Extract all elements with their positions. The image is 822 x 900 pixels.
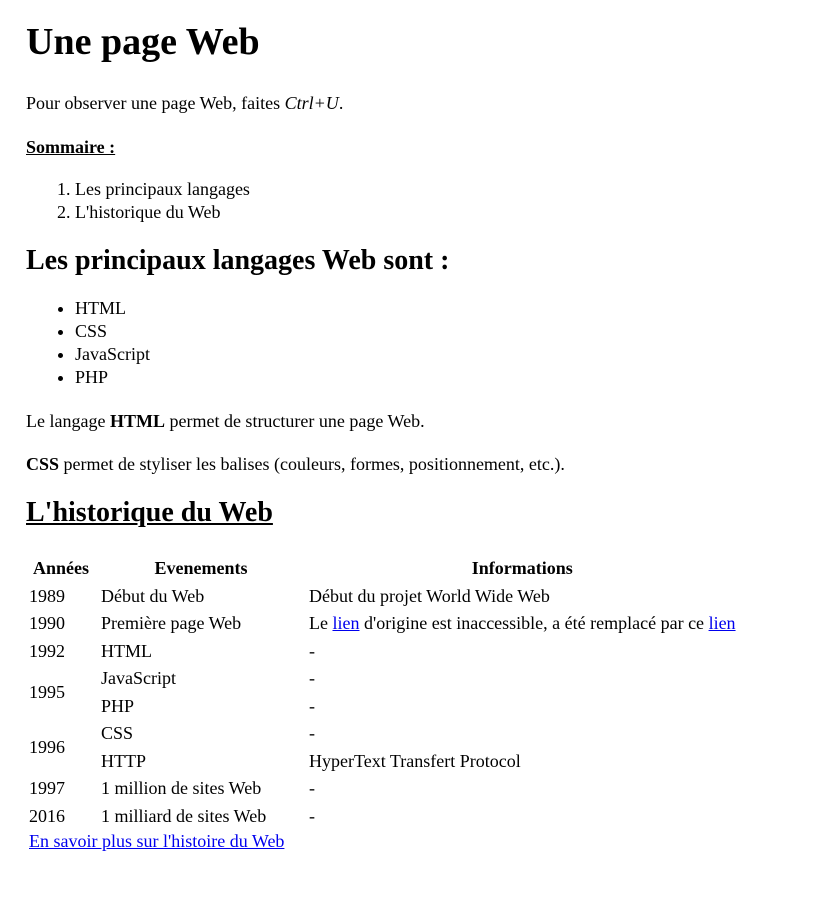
- css-para-strong: CSS: [26, 454, 60, 474]
- info-text-before: Le: [309, 613, 333, 633]
- css-paragraph: [26, 453, 796, 475]
- original-link[interactable]: lien: [332, 613, 360, 633]
- table-row: [26, 694, 739, 720]
- table-row: [26, 721, 739, 747]
- cell-info: Début du projet World Wide Web: [309, 585, 550, 606]
- cell-event: 1 million de sites Web: [101, 778, 262, 798]
- cell-year: 1990: [29, 613, 65, 633]
- cell-event: 1 milliard de sites Web: [101, 805, 267, 826]
- more-history-link[interactable]: En savoir plus sur l'histoire du Web: [29, 831, 285, 851]
- intro-shortcut: Ctrl+U: [284, 93, 339, 113]
- sommaire-label: Sommaire :: [26, 137, 116, 157]
- cell-year: 1992: [29, 640, 65, 661]
- cell-info: HyperText Transfert Protocol: [309, 750, 521, 771]
- cell-info: -: [309, 640, 315, 661]
- cell-year: 1996: [29, 736, 65, 757]
- table-row: [26, 584, 739, 610]
- table-row: [26, 776, 739, 802]
- table-row: [26, 611, 739, 637]
- cell-info: -: [309, 668, 315, 688]
- cell-event: CSS: [101, 723, 134, 743]
- cell-year: 2016: [29, 805, 65, 826]
- header-evenements: Evenements: [154, 558, 248, 578]
- cell-event: PHP: [101, 695, 135, 716]
- cell-info: -: [309, 723, 315, 743]
- cell-event: HTML: [101, 640, 152, 661]
- intro-end: .: [338, 93, 344, 113]
- cell-info: -: [309, 695, 315, 716]
- html-para-after: permet de structurer une page Web.: [164, 411, 425, 431]
- header-informations: Informations: [471, 558, 573, 578]
- cell-event: HTTP: [101, 750, 146, 771]
- table-row: [26, 749, 739, 775]
- html-para-before: Le langage: [26, 411, 110, 431]
- cell-event: Début du Web: [101, 585, 205, 606]
- cell-year: 1989: [29, 585, 65, 606]
- cell-year: 1997: [29, 778, 65, 798]
- header-annees: Années: [32, 558, 89, 578]
- page-title: Une page Web: [26, 21, 260, 63]
- cell-info: [306, 611, 739, 637]
- html-para-strong: HTML: [109, 411, 165, 431]
- historique-table: [24, 554, 741, 831]
- langage-item: • HTML: [75, 297, 796, 320]
- table-row: [26, 804, 739, 830]
- html-paragraph: [26, 410, 796, 432]
- langages-list: [26, 297, 796, 389]
- langage-item: • PHP: [75, 366, 796, 389]
- cell-event: Première page Web: [101, 613, 242, 633]
- historique-heading: L'historique du Web: [26, 497, 273, 528]
- langage-item: • CSS: [75, 320, 796, 343]
- replacement-link[interactable]: lien: [708, 613, 736, 633]
- sommaire-item: 2. L'historique du Web: [75, 201, 796, 224]
- intro-text: Pour observer une page Web, faites: [26, 93, 285, 113]
- table-row: [26, 666, 739, 692]
- cell-event: JavaScript: [101, 668, 176, 688]
- sommaire-item: 1. Les principaux langages: [75, 178, 796, 201]
- info-text-middle: d'origine est inaccessible, a été remplacé par ce: [359, 613, 709, 633]
- cell-year: 1995: [29, 681, 65, 702]
- table-header-row: [26, 556, 739, 582]
- cell-info: -: [309, 805, 315, 826]
- intro-paragraph: [26, 92, 796, 114]
- langages-heading: Les principaux langages Web sont :: [26, 245, 450, 276]
- cell-info: -: [309, 778, 315, 798]
- css-para-after: permet de styliser les balises (couleurs, formes, positionnement, etc.).: [59, 454, 565, 474]
- sommaire-list: [26, 178, 796, 224]
- table-row: [26, 639, 739, 665]
- langage-item: • JavaScript: [75, 343, 796, 366]
